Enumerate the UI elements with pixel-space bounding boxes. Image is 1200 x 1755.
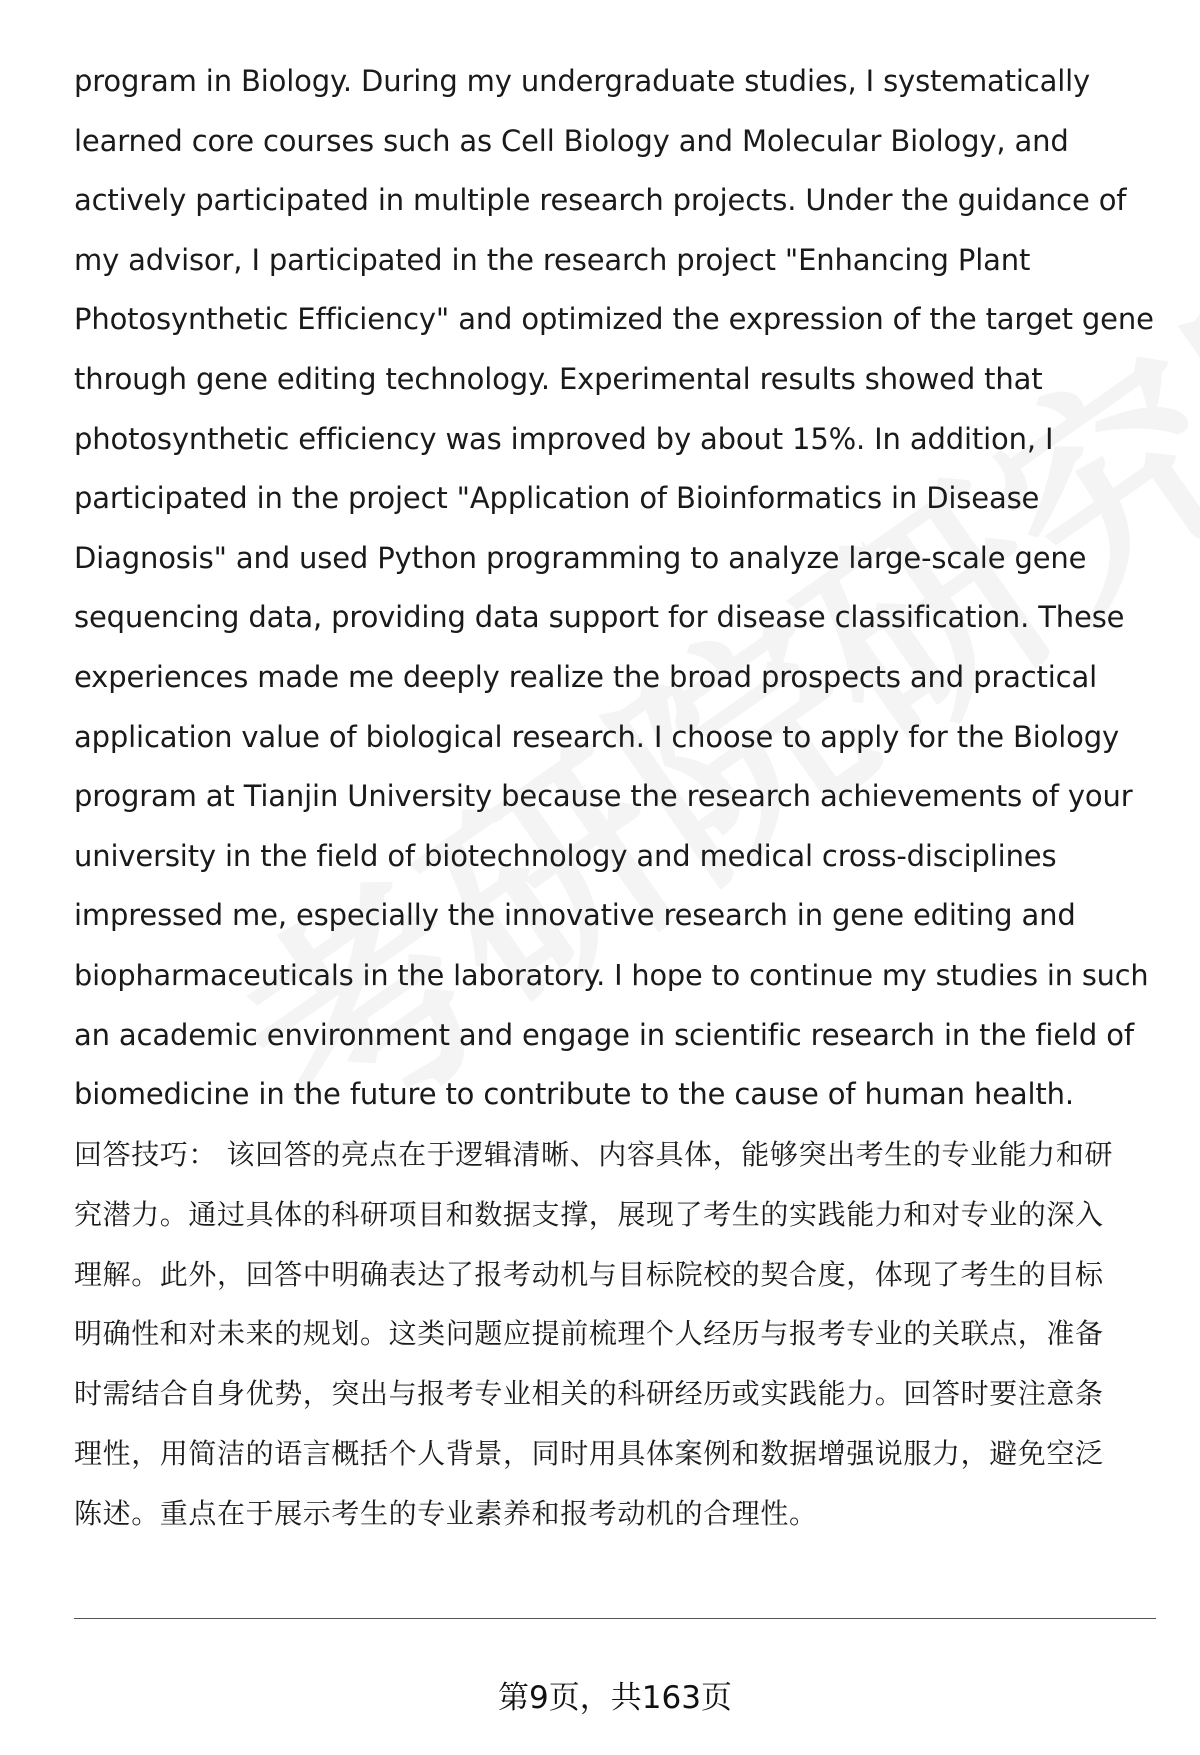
answer-line: program in Biology. During my undergraduate studies, I systematically [74, 64, 1091, 98]
footer-divider [74, 1618, 1156, 1619]
answer-line: biomedicine in the future to contribute to the cause of human health. [74, 1077, 1074, 1112]
answer-line: my advisor, I participated in the research project "Enhancing Plant [74, 242, 1031, 277]
answer-line: program at Tianjin University because the research achievements of your [74, 779, 1133, 814]
tips-line: 陈述。重点在于展示考生的专业素养和报考动机的合理性。 [74, 1496, 818, 1530]
answer-line: biopharmaceuticals in the laboratory. I hope to continue my studies in such [74, 957, 1149, 992]
answer-line: Photosynthetic Efficiency" and optimized the expression of the target gene [74, 302, 1154, 337]
answer-line: Diagnosis" and used Python programming to analyze large-scale gene [74, 540, 1087, 575]
answer-line: sequencing data, providing data support for disease classification. These [74, 600, 1125, 635]
answer-line: experiences made me deeply realize the broad prospects and practical [74, 659, 1097, 694]
answer-paragraph [74, 52, 1154, 1125]
tips-line: 理解。此外，回答中明确表达了报考动机与目标院校的契合度，体现了考生的目标 [74, 1257, 1104, 1291]
tips-line: 理性，用简洁的语言概括个人背景，同时用具体案例和数据增强说服力，避免空泛 [74, 1436, 1104, 1470]
tips-line: 明确性和对未来的规划。这类问题应提前梳理个人经历与报考专业的关联点，准备 [74, 1317, 1104, 1351]
answer-line: learned core courses such as Cell Biology and Molecular Biology, and [74, 123, 1069, 158]
tips-line: 究潜力。通过具体的科研项目和数据支撑，展现了考生的实践能力和对专业的深入 [74, 1197, 1104, 1231]
answer-line: application value of biological research. I choose to apply for the Biology [74, 719, 1119, 754]
tips-line: 回答技巧： 该回答的亮点在于逻辑清晰、内容具体，能够突出考生的专业能力和研 [74, 1138, 1114, 1171]
answer-line: university in the field of biotechnology and medical cross-disciplines [74, 838, 1057, 873]
answer-line: actively participated in multiple research projects. Under the guidance of [74, 183, 1127, 218]
answer-tips-paragraph [74, 1125, 1154, 1544]
tips-line: 时需结合自身优势，突出与报考专业相关的科研经历或实践能力。回答时要注意条 [74, 1377, 1104, 1411]
answer-line: impressed me, especially the innovative research in gene editing and [74, 898, 1076, 933]
answer-line: through gene editing technology. Experimental results showed that [74, 361, 1043, 396]
page-number: 第9页，共163页 [498, 1680, 732, 1716]
answer-line: photosynthetic efficiency was improved by about 15%. In addition, I [74, 421, 1054, 456]
answer-line: participated in the project "Application of Bioinformatics in Disease [74, 481, 1040, 516]
answer-line: an academic environment and engage in scientific research in the field of [74, 1017, 1134, 1052]
